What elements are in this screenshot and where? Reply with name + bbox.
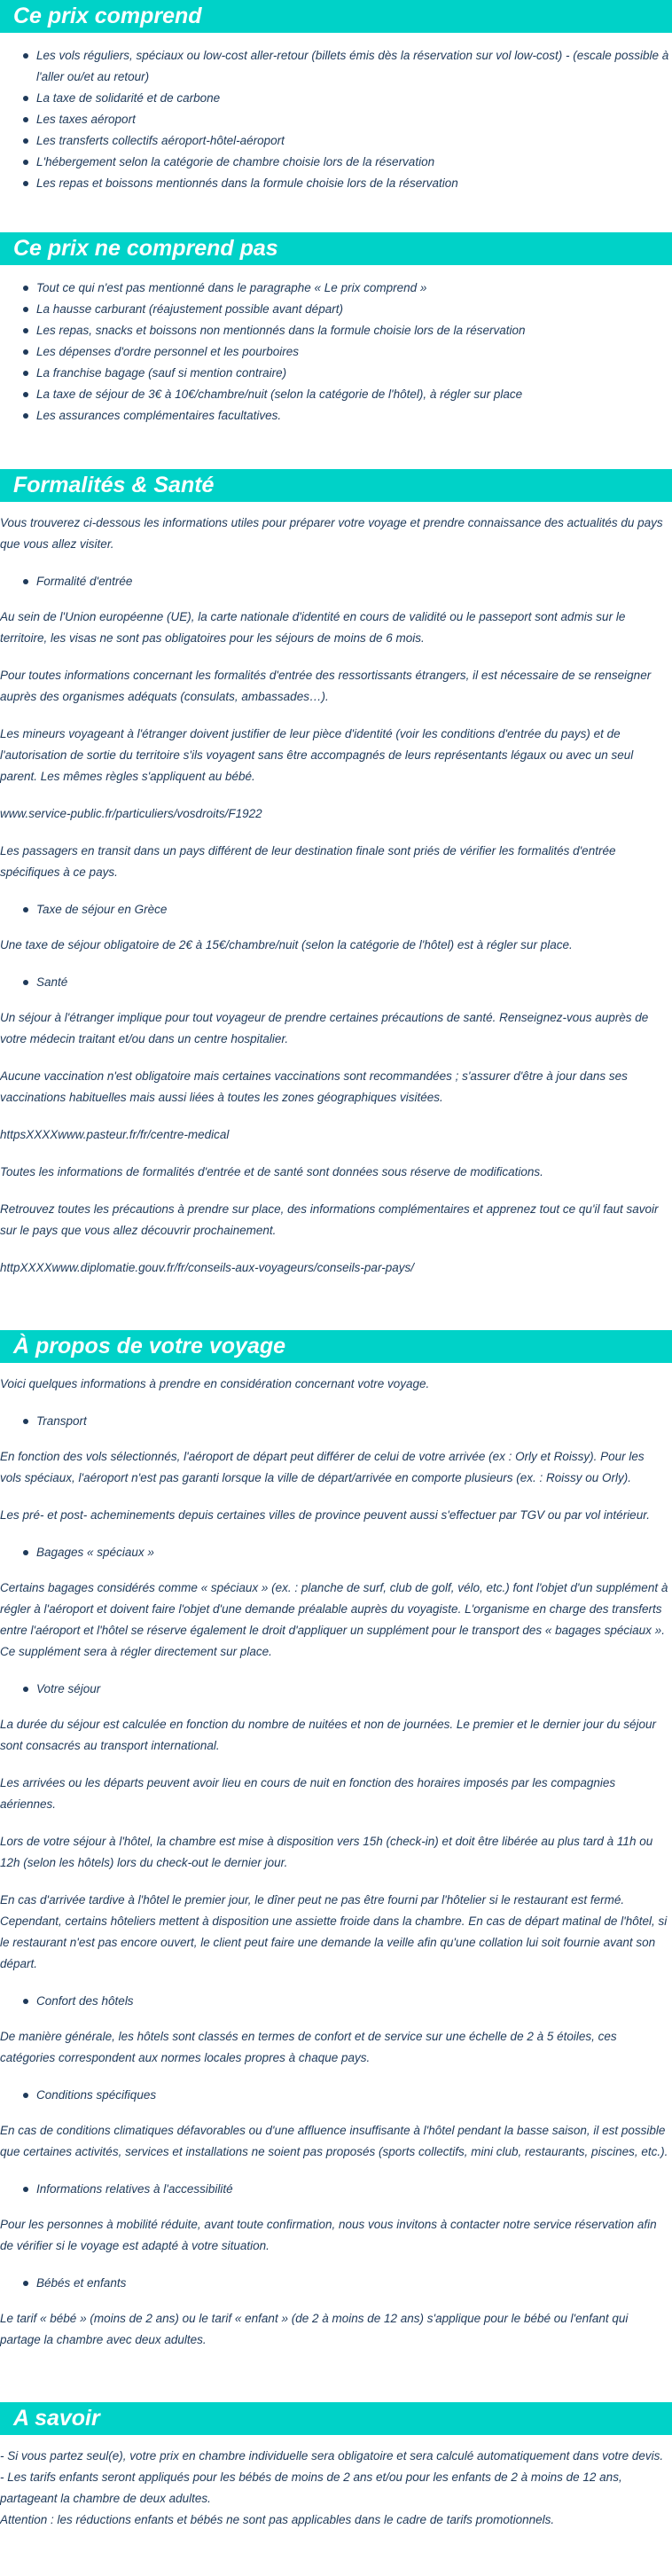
apropos-paragraph: De manière générale, les hôtels sont classés en termes de confort et de service sur une échelle de 2 à 5 étoiles, ces catégories correspondent aux normes locales propres à chaque pays. [0, 2030, 617, 2064]
excludes-section [0, 219, 672, 451]
confort-heading: Confort des hôtels [0, 1991, 672, 2012]
apropos-title: À propos de votre voyage [0, 1330, 672, 1363]
entree-heading: Formalité d'entrée [0, 571, 672, 592]
formalites-paragraph: Pour toutes informations concernant les formalités d'entrée des ressortissants étrangers, il est nécessaire de se renseigner auprès des organismes adéquats (consulats, ambassades…). [0, 669, 652, 703]
taxe-heading: Taxe de séjour en Grèce [0, 899, 672, 920]
formalites-paragraph: Au sein de l'Union européenne (UE), la carte nationale d'identité en cours de validité ou le passeport sont admis sur le territoire, les visas ne sont pas obligatoires pour les séjours de moins de 6 mois. [0, 610, 626, 645]
savoir-line: - Si vous partez seul(e), votre prix en chambre individuelle sera obligatoire et sera calculé automatiquement dans votre devis. [0, 2449, 664, 2462]
pasteur-link: httpsXXXXwww.pasteur.fr/fr/centre-medical [0, 1128, 230, 1141]
formalites-title: Formalités & Santé [0, 469, 672, 502]
transport-heading: Transport [0, 1411, 672, 1432]
formalites-section [0, 451, 672, 1319]
sante-heading: Santé [0, 972, 672, 993]
list-item: Les repas, snacks et boissons non mentionnés dans la formule choisie lors de la réservation [0, 320, 672, 341]
apropos-intro: Voici quelques informations à prendre en considération concernant votre voyage. [0, 1377, 430, 1390]
apropos-paragraph: Certains bagages considérés comme « spéciaux » (ex. : planche de surf, club de golf, vélo, etc.) font l'objet d'un supplément à régler à l'aéroport et doivent faire l'objet d'une demande préalable auprès du voyagiste. L'organisme en charge des transferts entre l'aéroport et l'hôtel se réserve également le droit d'appliquer un supplément pour le transport des « bagages spéciaux ». Ce supplément sera à régler directement sur place. [0, 1581, 668, 1658]
formalites-paragraph: Aucune vaccination n'est obligatoire mais certaines vaccinations sont recommandées ; s'assurer d'être à jour dans ses vaccinations habituelles mais aussi liées à toutes les zones géographiques visitées. [0, 1069, 628, 1104]
list-item: La franchise bagage (sauf si mention contraire) [0, 363, 672, 384]
list-item: La taxe de séjour de 3€ à 10€/chambre/nuit (selon la catégorie de l'hôtel), à régler sur place [0, 384, 672, 405]
accessibilite-heading: Informations relatives à l'accessibilité [0, 2179, 672, 2200]
list-item: La taxe de solidarité et de carbone [0, 88, 672, 109]
apropos-paragraph: En cas d'arrivée tardive à l'hôtel le premier jour, le dîner peut ne pas être fourni par l'hôtelier si le restaurant est fermé. Cependant, certains hôteliers mettent à disposition une assiette froide dans la chambre. En cas de départ matinal de l'hôtel, si le restaurant n'est pas encore ouvert, le client peut faire une demande la veille afin qu'une collation lui soit fournie avant son départ. [0, 1893, 668, 1970]
conditions-heading: Conditions spécifiques [0, 2085, 672, 2106]
apropos-paragraph: Les pré- et post- acheminements depuis certaines villes de province peuvent aussi s'effectuer par TGV ou par vol intérieur. [0, 1508, 650, 1522]
service-public-link: www.service-public.fr/particuliers/vosdroits/F1922 [0, 807, 262, 820]
formalites-paragraph: Les passagers en transit dans un pays différent de leur destination finale sont priés de vérifier les formalités d'entrée spécifiques à ce pays. [0, 844, 616, 879]
excludes-list [0, 265, 672, 427]
bagages-heading: Bagages « spéciaux » [0, 1542, 672, 1563]
list-item: Les dépenses d'ordre personnel et les pourboires [0, 341, 672, 363]
formalites-intro: Vous trouverez ci-dessous les informations utiles pour préparer votre voyage et prendre connaissance des actualités du pays que vous allez visiter. [0, 516, 663, 551]
includes-section [0, 0, 672, 219]
sejour-heading: Votre séjour [0, 1679, 672, 1700]
apropos-paragraph: Pour les personnes à mobilité réduite, avant toute confirmation, nous vous invitons à contacter notre service réservation afin de vérifier si le voyage est adapté à votre situation. [0, 2218, 657, 2252]
formalites-paragraph: Une taxe de séjour obligatoire de 2€ à 15€/chambre/nuit (selon la catégorie de l'hôtel) est à régler sur place. [0, 938, 573, 951]
formalites-paragraph: Retrouvez toutes les précautions à prendre sur place, des informations complémentaires et apprenez tout ce qu'il faut savoir sur le pays que vous allez découvrir prochainement. [0, 1202, 659, 1237]
list-item: L'hébergement selon la catégorie de chambre choisie lors de la réservation [0, 152, 672, 173]
apropos-paragraph: La durée du séjour est calculée en fonction du nombre de nuitées et non de journées. Le premier et le dernier jour du séjour sont consacrés au transport international. [0, 1718, 656, 1752]
formalites-paragraph: Les mineurs voyageant à l'étranger doivent justifier de leur pièce d'identité (voir les conditions d'entrée du pays) et de l'autorisation de sortie du territoire s'ils voyagent sans être accompagnés de leurs représentants légaux ou avec un seul parent. Les mêmes règles s'appliquent au bébé. [0, 727, 634, 783]
list-item: Les assurances complémentaires facultatives. [0, 405, 672, 427]
list-item: Les transferts collectifs aéroport-hôtel-aéroport [0, 130, 672, 152]
formalites-paragraph: Un séjour à l'étranger implique pour tout voyageur de prendre certaines précautions de santé. Renseignez-vous auprès de votre médecin traitant et/ou dans un centre hospitalier. [0, 1011, 649, 1045]
apropos-paragraph: En cas de conditions climatiques défavorables ou d'une affluence insuffisante à l'hôtel pendant la basse saison, il est possible que certaines activités, services et installations ne soient pas proposés (sports collectifs, mini club, restaurants, piscines, etc.). [0, 2124, 668, 2158]
bebes-heading: Bébés et enfants [0, 2273, 672, 2294]
diplomatie-link: httpXXXXwww.diplomatie.gouv.fr/fr/conseils-aux-voyageurs/conseils-par-pays/ [0, 1261, 414, 1274]
savoir-section [0, 2392, 672, 2556]
list-item: La hausse carburant (réajustement possible avant départ) [0, 299, 672, 320]
apropos-paragraph: En fonction des vols sélectionnés, l'aéroport de départ peut différer de celui de votre arrivée (ex : Orly et Roissy). Pour les vols spéciaux, l'aéroport n'est pas garanti lorsque la ville de départ/arrivée en comporte plusieurs (ex. : Roissy ou Orly). [0, 1450, 645, 1484]
savoir-title: A savoir [0, 2402, 672, 2435]
includes-list [0, 33, 672, 194]
apropos-paragraph: Lors de votre séjour à l'hôtel, la chambre est mise à disposition vers 15h (check-in) et doit être libérée au plus tard à 11h ou 12h (selon les hôtels) lors du check-out le dernier jour. [0, 1835, 653, 1869]
list-item: Les taxes aéroport [0, 109, 672, 130]
list-item: Les repas et boissons mentionnés dans la formule choisie lors de la réservation [0, 173, 672, 194]
excludes-title: Ce prix ne comprend pas [0, 232, 672, 265]
savoir-text [0, 2435, 672, 2531]
list-item: Tout ce qui n'est pas mentionné dans le paragraphe « Le prix comprend » [0, 278, 672, 299]
list-item: Les vols réguliers, spéciaux ou low-cost aller-retour (billets émis dès la réservation sur vol low-cost) - (escale possible à l'aller ou/et au retour) [0, 45, 672, 88]
includes-title: Ce prix comprend [0, 0, 672, 33]
apropos-paragraph: Le tarif « bébé » (moins de 2 ans) ou le tarif « enfant » (de 2 à moins de 12 ans) s'applique pour le bébé ou l'enfant qui partage la chambre avec deux adultes. [0, 2312, 629, 2346]
apropos-paragraph: Les arrivées ou les départs peuvent avoir lieu en cours de nuit en fonction des horaires imposés par les compagnies aériennes. [0, 1776, 616, 1811]
savoir-line: Attention : les réductions enfants et bébés ne sont pas applicables dans le cadre de tarifs promotionnels. [0, 2513, 555, 2526]
savoir-line: - Les tarifs enfants seront appliqués pour les bébés de moins de 2 ans et/ou pour les enfants de 2 à moins de 12 ans, partageant la chambre de deux adultes. [0, 2470, 622, 2505]
apropos-section [0, 1319, 672, 2392]
formalites-paragraph: Toutes les informations de formalités d'entrée et de santé sont données sous réserve de modifications. [0, 1165, 543, 1178]
